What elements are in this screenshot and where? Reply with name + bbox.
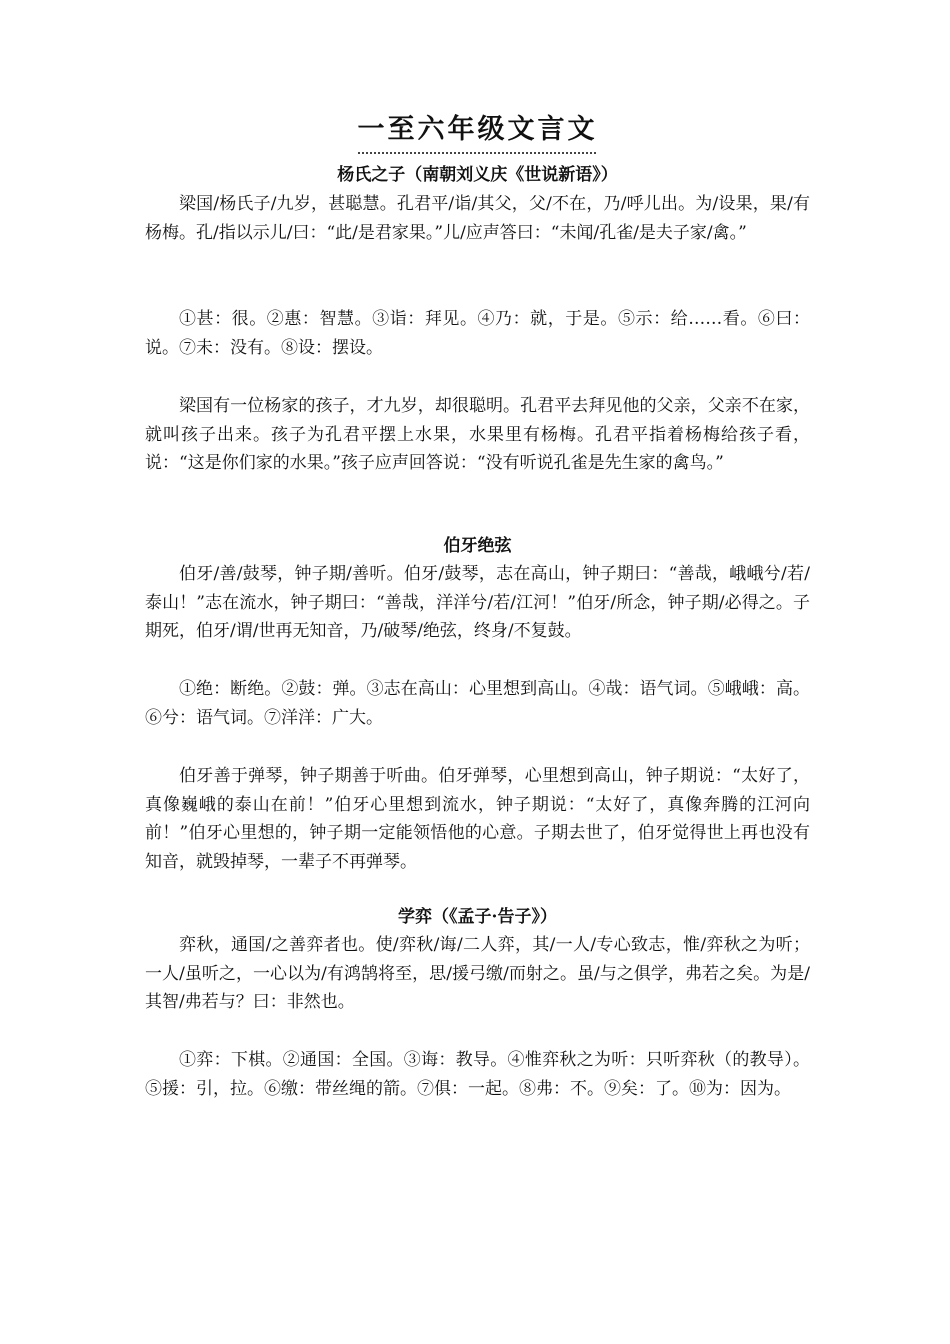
- title-dotted-underline: [358, 152, 596, 154]
- section-translation-boyajuexian: 伯牙善于弹琴，钟子期善于听曲。伯牙弹琴，心里想到高山，钟子期说：“太好了，真像巍峨的泰山在前！”伯牙心里想到流水，钟子期说：“太好了，真像奔腾的江河向前！”伯牙心里想的，钟子期一定能领悟他的心意。子期去世了，伯牙觉得世上再也没有知音，就毁掉琴，一辈子不再弹琴。: [145, 766, 810, 872]
- section-translation-yangshizhizi: 梁国有一位杨家的孩子，才九岁，却很聪明。孔君平去拜见他的父亲，父亲不在家，就叫孩子出来。孩子为孔君平摆上水果，水果里有杨梅。孔君平指着杨梅给孩子看，说：“这是你们家的水果。”孩子应声回答说：“没有听说孔雀是先生家的禽鸟。”: [145, 396, 810, 473]
- section-notes-xueyi: ①弈：下棋。②通国：全国。③诲：教导。④惟弈秋之为听：只听弈秋（的教导）。⑤援：引，拉。⑥缴：带丝绳的箭。⑦俱：一起。⑧弗：不。⑨矣：了。⑩为：因为。: [145, 1050, 810, 1099]
- section-text-boyajuexian: 伯牙/善/鼓琴，钟子期/善听。伯牙/鼓琴，志在高山，钟子期曰：“善哉，峨峨兮/若/泰山！”志在流水，钟子期曰：“善哉，洋洋兮/若/江河！”伯牙/所念，钟子期/必得之。子期死，伯牙/谓/世再无知音，乃/破琴/绝弦，终身/不复鼓。: [145, 564, 810, 641]
- section-notes-yangshizhizi: ①甚：很。②惠：智慧。③诣：拜见。④乃：就，于是。⑤示：给……看。⑥曰：说。⑦未：没有。⑧设：摆设。: [145, 309, 810, 358]
- section-heading-boyajuexian: 伯牙绝弦: [443, 536, 512, 556]
- section-notes-boyajuexian: ①绝：断绝。②鼓：弹。③志在高山：心里想到高山。④哉：语气词。⑤峨峨：高。⑥兮：语气词。⑦洋洋：广大。: [145, 679, 810, 728]
- section-text-xueyi: 弈秋，通国/之善弈者也。使/弈秋/诲/二人弈，其/一人/专心致志，惟/弈秋之为听；一人/虽听之，一心以为/有鸿鹄将至，思/援弓缴/而射之。虽/与之俱学，弗若之矣。为是/其智/弗若与？曰：非然也。: [145, 935, 810, 1012]
- section-heading-yangshizhizi: 杨氏之子（南朝刘义庆《世说新语》）: [337, 165, 618, 185]
- document-title: 一至六年级文言文: [357, 114, 598, 145]
- section-text-yangshizhizi: 梁国/杨氏子/九岁，甚聪慧。孔君平/诣/其父，父/不在，乃/呼儿出。为/设果，果/有杨梅。孔/指以示儿/曰：“此/是君家果。”儿/应声答曰：“未闻/孔雀/是夫子家/禽。”: [145, 194, 810, 243]
- section-heading-xueyi: 学弈（《孟子·告子》）: [398, 907, 557, 927]
